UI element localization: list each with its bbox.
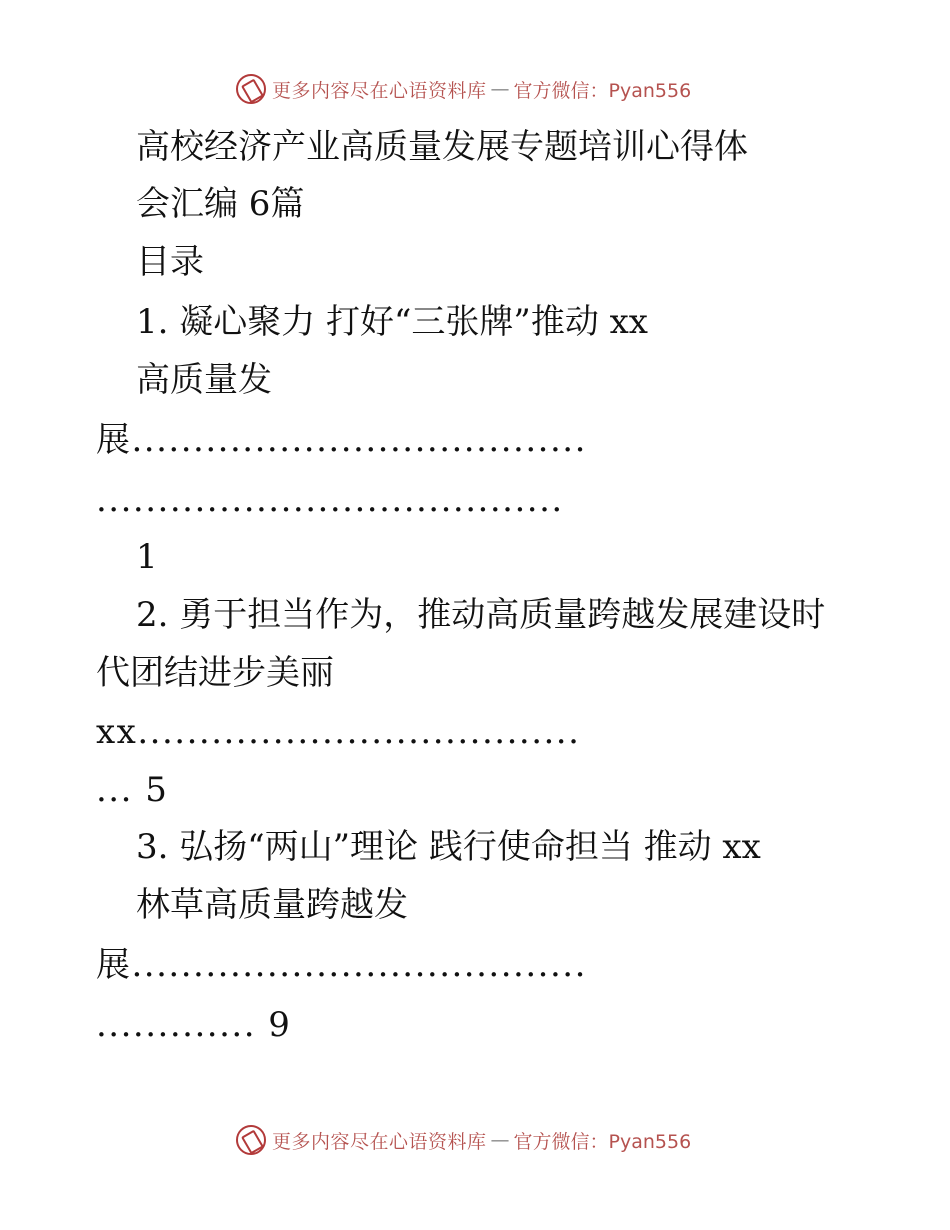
pen-logo-icon <box>236 74 266 104</box>
header-brand: 更多内容尽在心语资料库 <box>272 79 487 102</box>
toc-entry-3-line2: 林草高质量跨越发 <box>136 885 408 925</box>
footer-separator: — <box>490 1129 510 1151</box>
toc-entry-1-page: 1 <box>136 537 158 577</box>
watermark-footer <box>236 1123 691 1157</box>
header-separator: — <box>490 78 510 100</box>
header-wechat: 官方微信：Pyan556 <box>513 79 692 102</box>
toc-heading: 目录 <box>136 242 204 282</box>
toc-entry-1-line4: ...................................... <box>96 480 564 520</box>
document-title-line1: 高校经济产业高质量发展专题培训心得体 <box>136 127 748 167</box>
toc-entry-1-line2: 高质量发 <box>136 360 272 400</box>
toc-entry-2-line2: 代团结进步美丽 <box>96 653 334 693</box>
footer-wechat: 官方微信：Pyan556 <box>513 1130 692 1153</box>
watermark-header <box>236 72 691 106</box>
toc-entry-2-line1: 2. 勇于担当作为，推动高质量跨越发展建设时 <box>136 595 826 635</box>
pen-logo-icon <box>236 1125 266 1155</box>
toc-entry-2-line3: xx.................................... <box>96 712 581 752</box>
toc-entry-3-line4: ............. 9 <box>96 1005 292 1045</box>
toc-entry-2-line4: ... 5 <box>96 770 169 810</box>
footer-brand: 更多内容尽在心语资料库 <box>272 1130 487 1153</box>
document-title-line2: 会汇编 6篇 <box>136 184 305 224</box>
toc-entry-1-line3: 展..................................... <box>96 420 587 460</box>
toc-entry-3-line1: 3. 弘扬“两山”理论 践行使命担当 推动 xx <box>136 827 761 867</box>
toc-entry-1-line1: 1. 凝心聚力 打好“三张牌”推动 xx <box>136 302 648 342</box>
toc-entry-3-line3: 展..................................... <box>96 945 587 985</box>
